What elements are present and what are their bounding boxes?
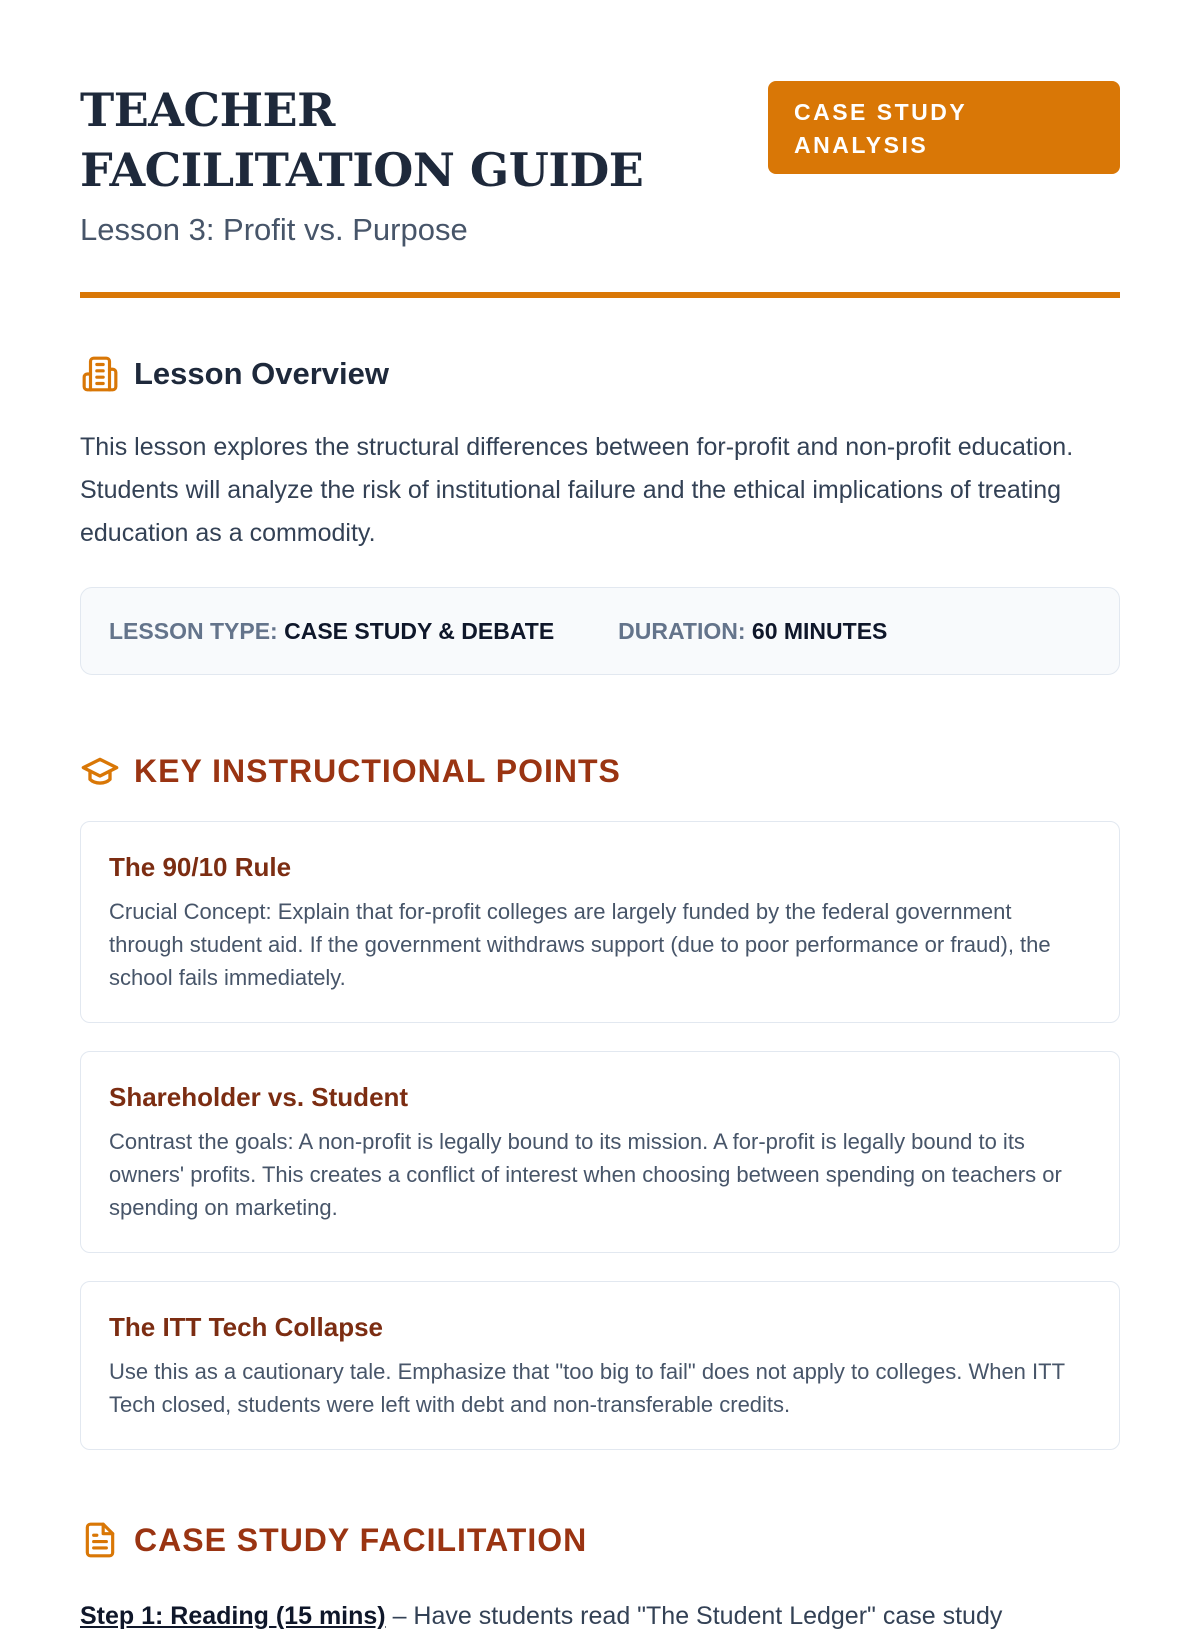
key-point-body: Crucial Concept: Explain that for-profit colleges are largely funded by the federal government through student aid. If the government withdraws support (due to poor performance or fraud), the school fails immediately.: [109, 899, 1051, 990]
key-point-card: [80, 1281, 1120, 1450]
key-points-list: [80, 821, 1120, 1450]
document-icon: [80, 1520, 120, 1560]
lesson-meta-box: [80, 587, 1120, 675]
facilitation-heading: CASE STUDY FACILITATION: [134, 1521, 588, 1558]
page-title: TEACHER FACILITATION GUIDE: [80, 83, 644, 197]
title-block: [80, 80, 720, 248]
duration-value: 60 MINUTES: [751, 617, 888, 644]
lesson-type: [109, 618, 554, 645]
facilitation-step-1: [80, 1596, 1120, 1636]
lesson-type-label: LESSON TYPE:: [109, 617, 278, 644]
case-study-badge: CASE STUDY ANALYSIS: [768, 81, 1120, 174]
page-subtitle: Lesson 3: Profit vs. Purpose: [80, 212, 468, 247]
header-divider: [80, 292, 1120, 298]
key-point-body: Contrast the goals: A non-profit is legally bound to its mission. A for-profit is legally bound to its owners' profits. This creates a conflict of interest when choosing between spending on teachers or spending on marketing.: [109, 1129, 1062, 1220]
overview-text: This lesson explores the structural differences between for-profit and non-profit education. Students will analyze the risk of institutional failure and the ethical implications of treating education as a commodity.: [80, 433, 1074, 547]
key-point-title: The 90/10 Rule: [109, 852, 292, 882]
lesson-type-value: CASE STUDY & DEBATE: [284, 617, 555, 644]
facilitation-header: [80, 1520, 1120, 1560]
key-point-card: [80, 821, 1120, 1023]
key-point-body: Use this as a cautionary tale. Emphasize that "too big to fail" does not apply to colleges. When ITT Tech closed, students were left with debt and non-transferable credits.: [109, 1359, 1065, 1417]
overview-heading: Lesson Overview: [134, 356, 390, 391]
key-point-title: Shareholder vs. Student: [109, 1082, 409, 1112]
duration: [618, 618, 887, 645]
key-points-heading: KEY INSTRUCTIONAL POINTS: [134, 752, 621, 789]
step-1-label: Step 1: Reading (15 mins): [80, 1602, 386, 1630]
duration-label: DURATION:: [618, 617, 746, 644]
key-points-header: [80, 751, 1120, 791]
overview-header: [80, 354, 1120, 394]
building-icon: [80, 354, 120, 394]
step-1-text: – Have students read "The Student Ledger" case study: [385, 1602, 1003, 1630]
key-point-title: The ITT Tech Collapse: [109, 1312, 384, 1342]
header: [80, 80, 1120, 248]
key-point-card: [80, 1051, 1120, 1253]
graduation-cap-icon: [80, 751, 120, 791]
